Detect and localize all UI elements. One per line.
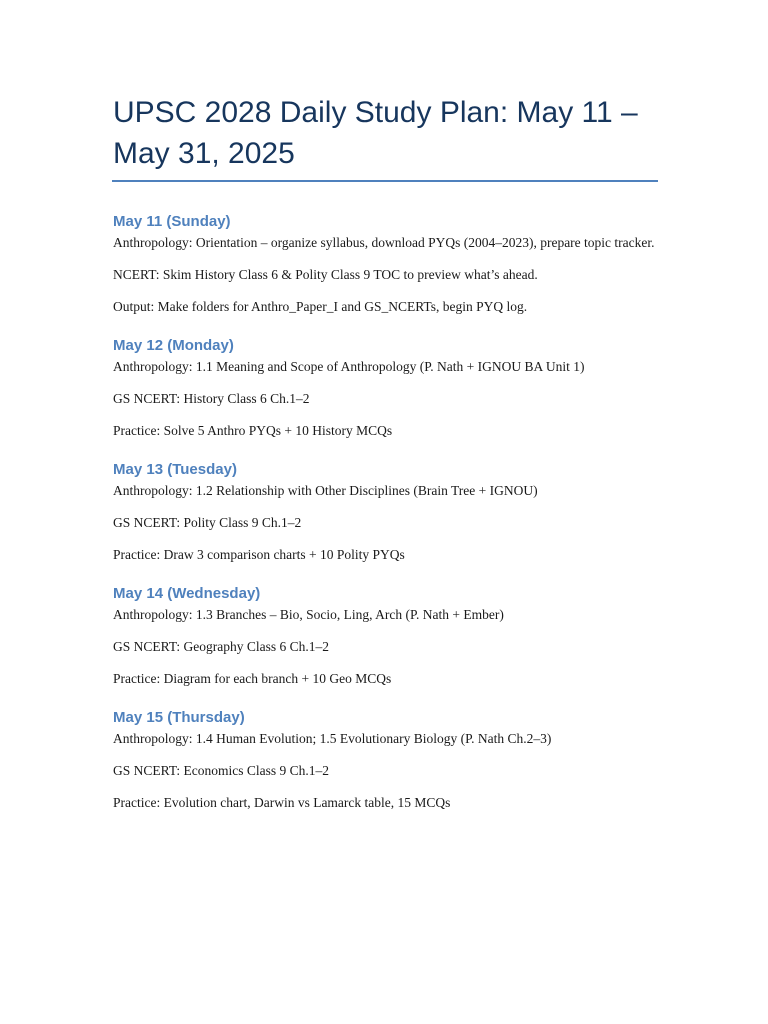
day-section [113, 708, 663, 812]
day-section [113, 212, 663, 316]
practice-line: Practice: Draw 3 comparison charts + 10 Polity PYQs [113, 547, 405, 562]
output-line: Output: Make folders for Anthro_Paper_I and GS_NCERTs, begin PYQ log. [113, 299, 528, 314]
anthropology-line: Anthropology: 1.3 Branches – Bio, Socio, Ling, Arch (P. Nath + Ember) [113, 607, 504, 622]
practice-line: Practice: Diagram for each branch + 10 Geo MCQs [113, 671, 392, 686]
day-section [113, 460, 663, 564]
ncert-line: GS NCERT: Geography Class 6 Ch.1–2 [113, 639, 330, 654]
ncert-line: GS NCERT: Economics Class 9 Ch.1–2 [113, 763, 330, 778]
day-heading: May 13 (Tuesday) [113, 461, 237, 478]
practice-line: Practice: Solve 5 Anthro PYQs + 10 History MCQs [113, 423, 393, 438]
day-heading: May 12 (Monday) [113, 337, 234, 354]
day-heading: May 11 (Sunday) [113, 213, 231, 230]
title-divider [112, 180, 658, 182]
document-body [113, 212, 663, 832]
anthropology-line: Anthropology: 1.4 Human Evolution; 1.5 Evolutionary Biology (P. Nath Ch.2–3) [113, 731, 552, 746]
page-title: UPSC 2028 Daily Study Plan: May 11 – May 31, 2025 [113, 96, 638, 170]
anthropology-line: Anthropology: Orientation – organize syllabus, download PYQs (2004–2023), prepare topic tracker. [113, 235, 655, 250]
ncert-line: GS NCERT: Polity Class 9 Ch.1–2 [113, 515, 302, 530]
day-heading: May 14 (Wednesday) [113, 585, 261, 602]
ncert-line: NCERT: Skim History Class 6 & Polity Class 9 TOC to preview what’s ahead. [113, 267, 538, 282]
anthropology-line: Anthropology: 1.2 Relationship with Other Disciplines (Brain Tree + IGNOU) [113, 483, 538, 498]
practice-line: Practice: Evolution chart, Darwin vs Lamarck table, 15 MCQs [113, 795, 451, 810]
day-heading: May 15 (Thursday) [113, 709, 245, 726]
anthropology-line: Anthropology: 1.1 Meaning and Scope of Anthropology (P. Nath + IGNOU BA Unit 1) [113, 359, 585, 374]
day-section [113, 336, 663, 440]
day-section [113, 584, 663, 688]
ncert-line: GS NCERT: History Class 6 Ch.1–2 [113, 391, 310, 406]
